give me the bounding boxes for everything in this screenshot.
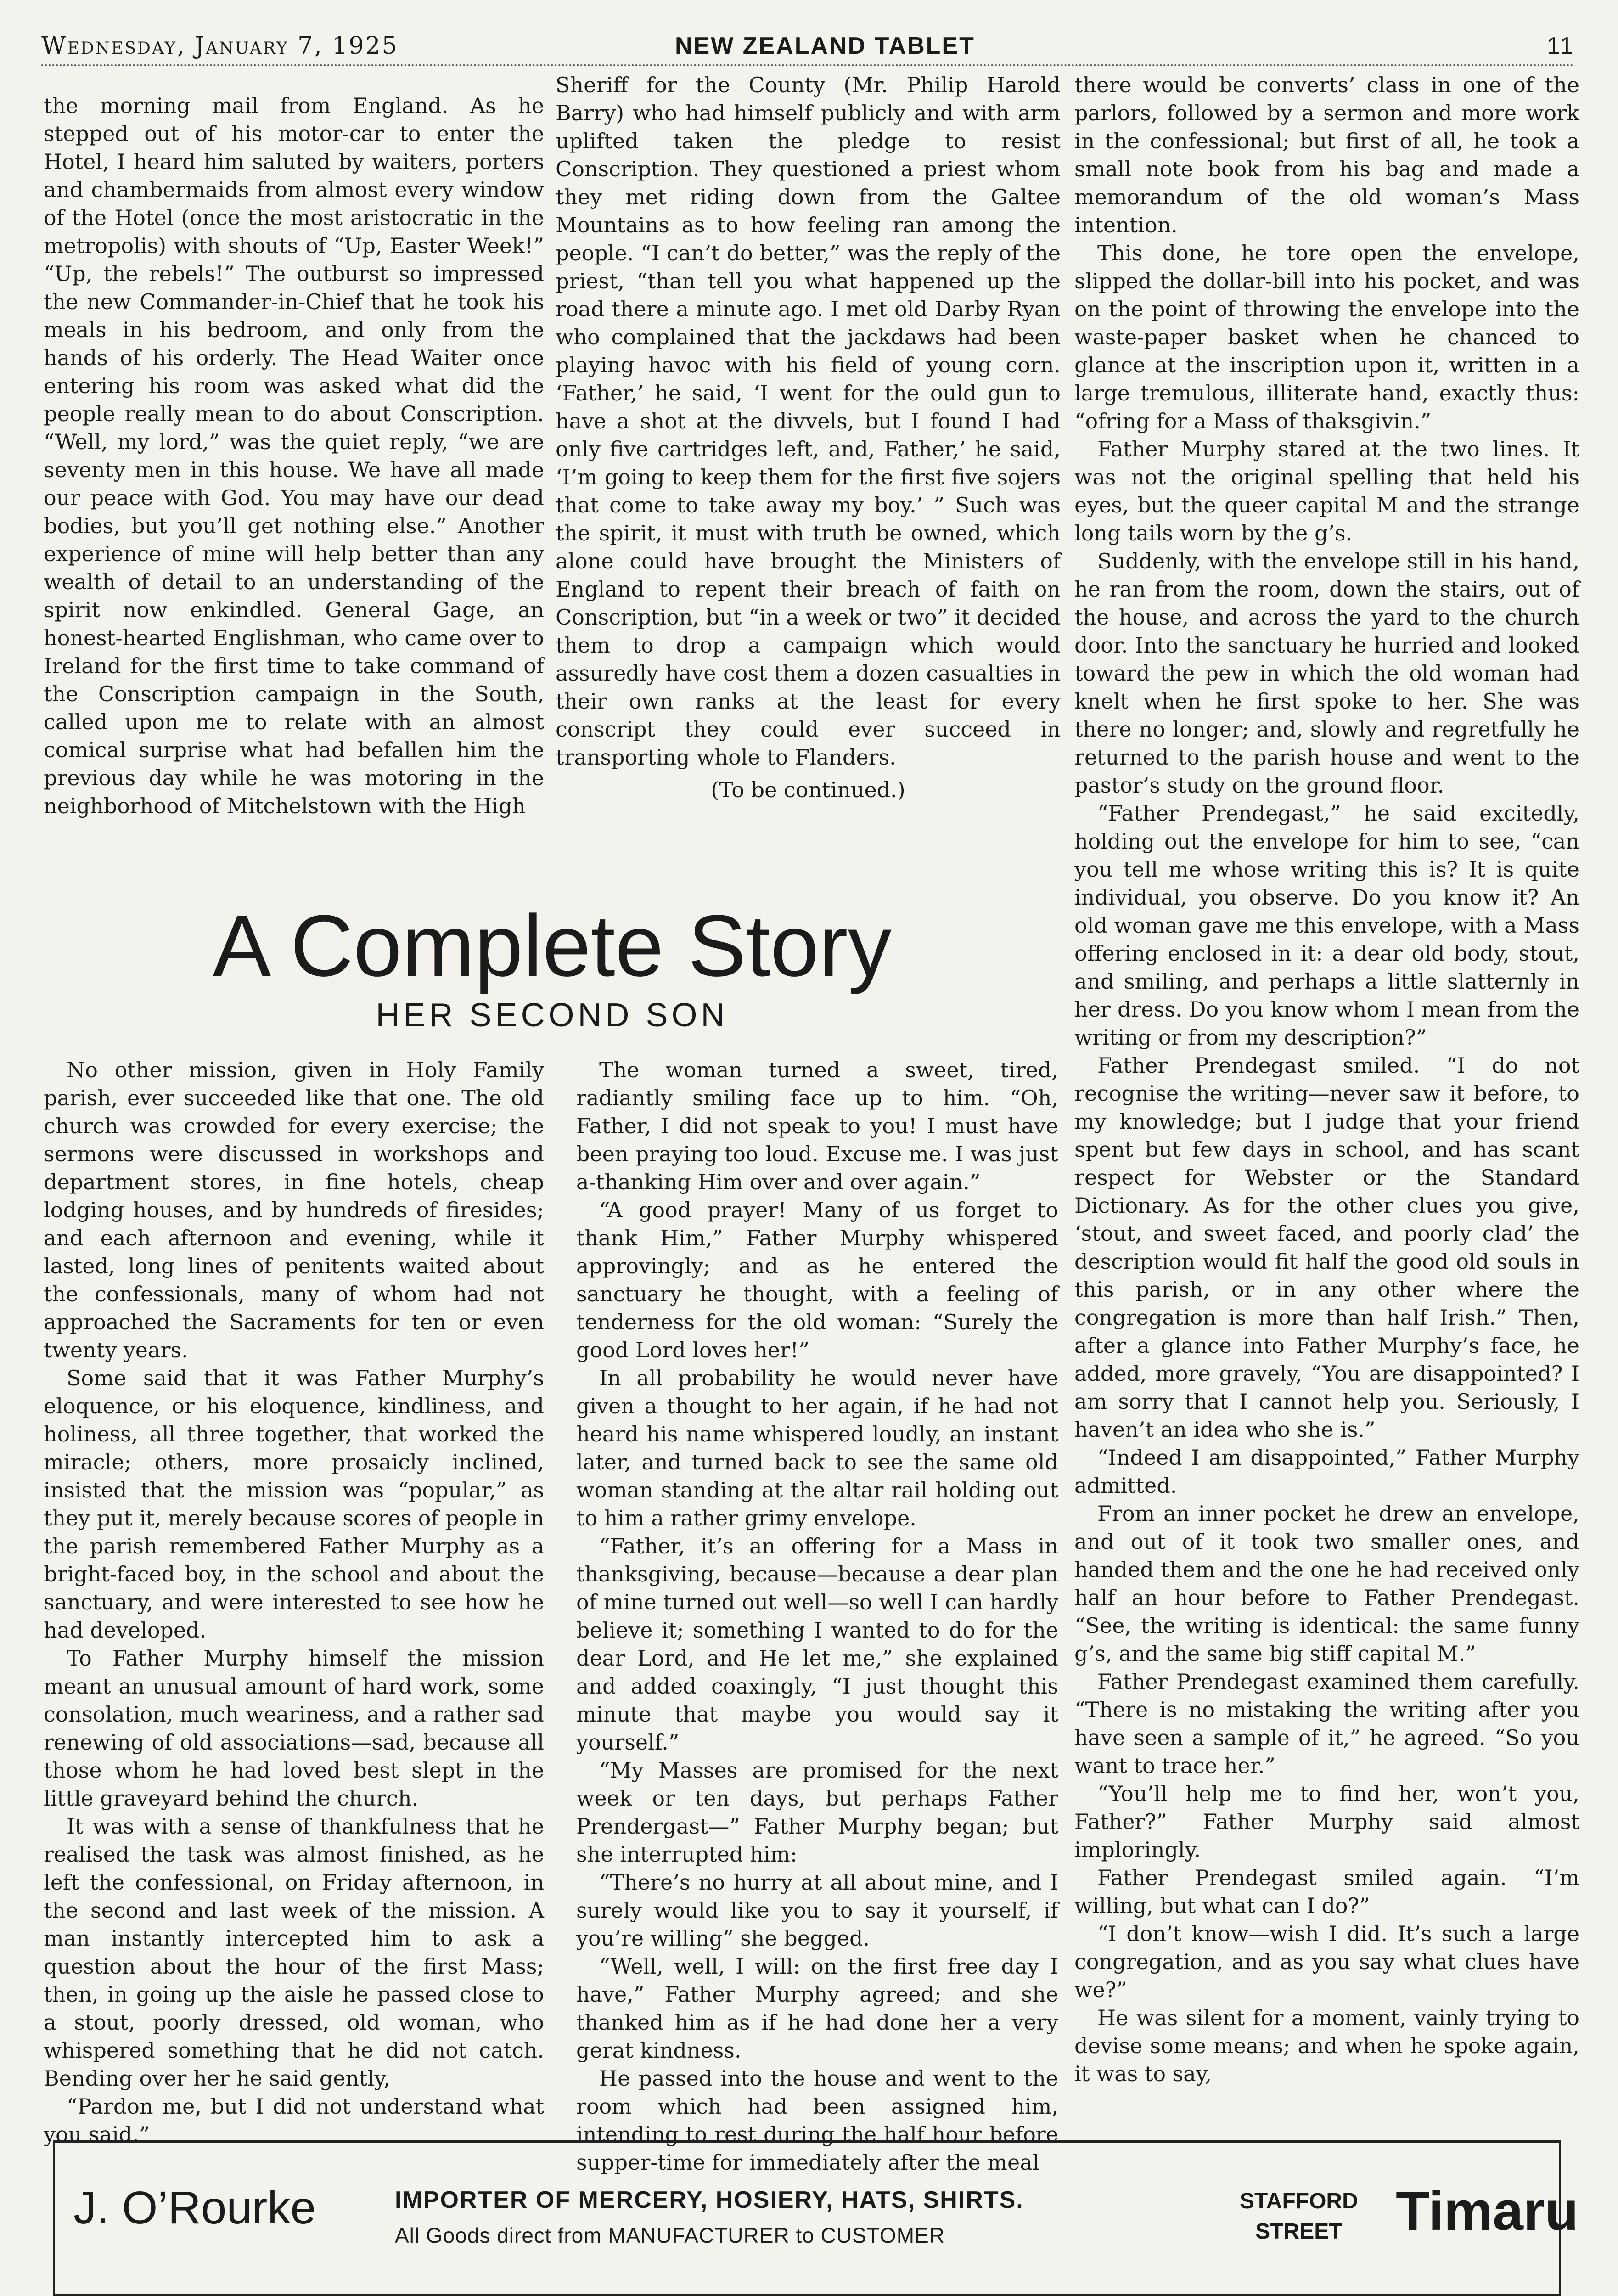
paragraph: the morning mail from England. As he stepped out of his motor-car to enter the Hotel, I heard him saluted by waiters, porters and chambermaids from almost every window of the Hotel (once the most aristocratic in the metropolis) with shouts of “Up, Easter Week!” “Up, the rebels!” The outburst so impressed the new Commander-in-Chief that he took his meals in his bedroom, and only from the hands of his orderly. The Head Waiter once entering his room was asked what did the people really mean to do about Conscription. “Well, my lord,” was the quiet reply, “we are seventy men in this house. We have all made our peace with God. You may have our dead bodies, but you’ll get nothing else.” Another experience of mine will help better than any wealth of detail to an understanding of the spirit now enkindled. General Gage, an honest-hearted Englishman, who came over to Ireland for the first time to take command of the Conscription campaign in the South, called upon me to relate with an almost comical surprise what had befallen him the previous day while he was motoring in the neighborhood of Mitchelstown with the High bbox=[44, 93, 544, 818]
paragraph: The woman turned a sweet, tired, radiantly smiling face up to him. “Oh, Father, I did not speak to you! I must have been praying too loud. Excuse me. I was just a-thanking Him over and over again.” bbox=[576, 1058, 1058, 1194]
paragraph: Father Prendegast smiled. “I do not recognise the writing—never saw it before, to my knowledge; but I judge that your friend spent but few days in school, and has scant respect for Webster or the Standard Dictionary. As for the other clues you give, ‘stout, and sweet faced, and poorly clad’ the description would fit half the good old souls in this parish, or in any other where the congregation is more than half Irish.” Then, after a glance into Father Murphy’s face, he added, more gravely, “You are disappointed? I am sorry that I cannot help you. Seriously, I haven’t an idea who she is.” bbox=[1074, 1053, 1579, 1442]
story-column-3 bbox=[1074, 71, 1579, 2088]
paragraph: “Indeed I am disappointed,” Father Murphy admitted. bbox=[1074, 1445, 1579, 1498]
paragraph: “Father Prendegast,” he said excitedly, holding out the envelope for him to see, “can you tell me whose writing this is? It is quite individual, you observe. Do you know it? An old woman gave me this envelope, with a Mass offering enclosed in it: a dear old body, stout, and smiling, and perhaps a little slatternly in her dress. Do you know whom I mean from the writing or from my description?” bbox=[1074, 801, 1579, 1050]
advertisement-box bbox=[53, 2140, 1579, 2296]
paragraph: “My Masses are promised for the next week or ten days, but perhaps Father Prendergast—” Father Murphy began; but she interrupted him: bbox=[576, 1758, 1058, 1867]
advert-address bbox=[1240, 2186, 1358, 2247]
paragraph: Father Prendegast examined them carefully. “There is no mistaking the writing after you have seen a sample of it,” he agreed. “So you want to trace her.” bbox=[1074, 1669, 1579, 1778]
story-subhead: HER SECOND SON bbox=[376, 997, 729, 1034]
paragraph: “Father, it’s an offering for a Mass in thanksgiving, because—because a dear plan of mine turned out well—so well I can hardly believe it; something I wanted to do for the dear Lord, and He let me,” she explained and added coaxingly, “I just thought this minute that maybe you would say it yourself.” bbox=[576, 1534, 1058, 1755]
paragraph: No other mission, given in Holy Family parish, ever succeeded like that one. The old church was crowded for every exercise; the sermons were discussed in workshops and department stores, in fine hotels, cheap lodging houses, and by hundreds of firesides; and each afternoon and evening, while it lasted, long lines of penitents waited about the confessionals, many of whom had not approached the Sacraments for ten or even twenty years. bbox=[44, 1058, 544, 1362]
address-line: STAFFORD bbox=[1240, 2189, 1358, 2213]
page-number: 11 bbox=[1547, 33, 1574, 59]
prev-article-column-1 bbox=[44, 92, 544, 820]
paragraph: He was silent for a moment, vainly trying to devise some means; and when he spoke again, it was to say, bbox=[1074, 2005, 1579, 2086]
paragraph: This done, he tore open the envelope, slipped the dollar-bill into his pocket, and was on the point of throwing the envelope into the waste-paper basket when he chanced to glance at the inscription upon it, written in a large tremulous, illiterate hand, exactly thus: “ofring for a Mass of thaksgivin.” bbox=[1074, 241, 1579, 433]
masthead-title: NEW ZEALAND TABLET bbox=[675, 33, 975, 59]
advert-town: Timaru bbox=[1396, 2180, 1579, 2242]
advert-products: IMPORTER OF MERCERY, HOSIERY, HATS, SHIRTS. bbox=[395, 2187, 1024, 2213]
paragraph: Father Murphy stared at the two lines. It was not the original spelling that held his eyes, but the queer capital M and the strange long tails worn by the g’s. bbox=[1074, 437, 1579, 546]
paragraph: Sheriff for the County (Mr. Philip Harold Barry) who had himself publicly and with arm uplifted taken the pledge to resist Conscription. They questioned a priest whom they met riding down from the Galtee Mountains as to how feeling ran among the people. “I can’t do better,” was the reply of the priest, “than tell you what happened up the road there a minute ago. I met old Darby Ryan who complained that the jackdaws had been playing havoc with his field of young corn. ‘Father,’ he said, ‘I went for the ould gun to have a shot at the divvels, but I found I had only five cartridges left, and, Father,’ he said, ‘I’m going to keep them for the first five sojers that come to take away my boy.’ ” Such was the spirit, it must with truth be owned, which alone could have brought the Ministers of England to repent their breach of faith on Conscription, but “in a week or two” it decided them to drop a campaign which would assuredly have cost them a dozen casualties in their own ranks at the least for every conscript they could ever succeed in transporting whole to Flanders. bbox=[556, 73, 1061, 770]
paragraph: “You’ll help me to find her, won’t you, Father?” Father Murphy said almost imploringly. bbox=[1074, 1781, 1579, 1862]
paragraph: there would be converts’ class in one of the parlors, followed by a sermon and more work in the confessional; but first of all, he took a small note book from his bag and made a memorandum of the old woman’s Mass intention. bbox=[1074, 73, 1579, 237]
story-column-2 bbox=[576, 1056, 1058, 2177]
paragraph: From an inner pocket he drew an envelope, and out of it took two smaller ones, and handed them and the one he had received only half an hour before to Father Prendegast. “See, the writing is identical: the same funny g’s, and the same big stiff capital M.” bbox=[1074, 1501, 1579, 1666]
paragraph: “I don’t know—wish I did. It’s such a large congregation, and as you say what clues have we?” bbox=[1074, 1921, 1579, 2002]
prev-article-column-2 bbox=[556, 71, 1061, 804]
paragraph: He passed into the house and went to the room which had been assigned him, intending to rest during the half hour before supper-time for immediately after the meal bbox=[576, 2066, 1058, 2175]
paragraph: Some said that it was Father Murphy’s eloquence, or his eloquence, kindliness, and holiness, all three together, that worked the miracle; others, more prosaicly inclined, insisted that the mission was “popular,” as they put it, merely because scores of people in the parish remembered Father Murphy as a bright-faced boy, in the school and about the sanctuary, and were interested to see how he had developed. bbox=[44, 1366, 544, 1643]
story-column-1 bbox=[44, 1056, 544, 2149]
paragraph: Father Prendegast smiled again. “I’m willing, but what can I do?” bbox=[1074, 1865, 1579, 1918]
paragraph: It was with a sense of thankfulness that he realised the task was almost finished, as he left the confessional, on Friday afternoon, in the second and last week of the mission. A man instantly intercepted him to ask a question about the hour of the first Mass; then, in going up the aisle he passed close to a stout, poorly dressed, old woman, who whispered something that he did not catch. Bending over her he said gently, bbox=[44, 1814, 544, 2091]
advert-tagline: All Goods direct from MANUFACTURER to CUSTOMER bbox=[395, 2223, 945, 2247]
issue-date: Wednesday, January 7, 1925 bbox=[41, 32, 399, 60]
paragraph: “There’s no hurry at all about mine, and I surely would like you to say it yourself, if you’re willing” she begged. bbox=[576, 1870, 1058, 1951]
address-line: STREET bbox=[1255, 2219, 1343, 2244]
continued-note: (To be continued.) bbox=[711, 777, 905, 802]
paragraph: To Father Murphy himself the mission meant an unusual amount of hard work, some consolation, much weariness, and a rather sad renewing of old associations—sad, because all those whom he had loved best slept in the little graveyard behind the church. bbox=[44, 1646, 544, 1811]
header-rule bbox=[41, 64, 1574, 66]
paragraph: In all probability he would never have given a thought to her again, if he had not heard his name whispered loudly, an instant later, and turned back to see the same old woman standing at the altar rail holding out to him a rather grimy envelope. bbox=[576, 1366, 1058, 1531]
paragraph: “Well, well, I will: on the first free day I have,” Father Murphy agreed; and she thanked him as if he had done her a very gerat kindness. bbox=[576, 1954, 1058, 2063]
running-head bbox=[41, 32, 1574, 69]
advertiser-name: J. O’Rourke bbox=[73, 2182, 316, 2234]
paragraph: Suddenly, with the envelope still in his hand, he ran from the room, down the stairs, out of the house, and across the yard to the church door. Into the sanctuary he hurried and looked toward the pew in which the old woman had knelt when he first spoke to her. She was there no longer; and, slowly and regretfully he returned to the parish house and went to the pastor’s study on the ground floor. bbox=[1074, 549, 1579, 798]
story-headline: A Complete Story bbox=[213, 897, 892, 995]
paragraph: “Pardon me, but I did not understand what you said.” bbox=[44, 2094, 544, 2147]
paragraph: “A good prayer! Many of us forget to thank Him,” Father Murphy whispered approvingly; and as he entered the sanctuary he thought, with a feeling of tenderness for the old woman: “Surely the good Lord loves her!” bbox=[576, 1198, 1058, 1362]
